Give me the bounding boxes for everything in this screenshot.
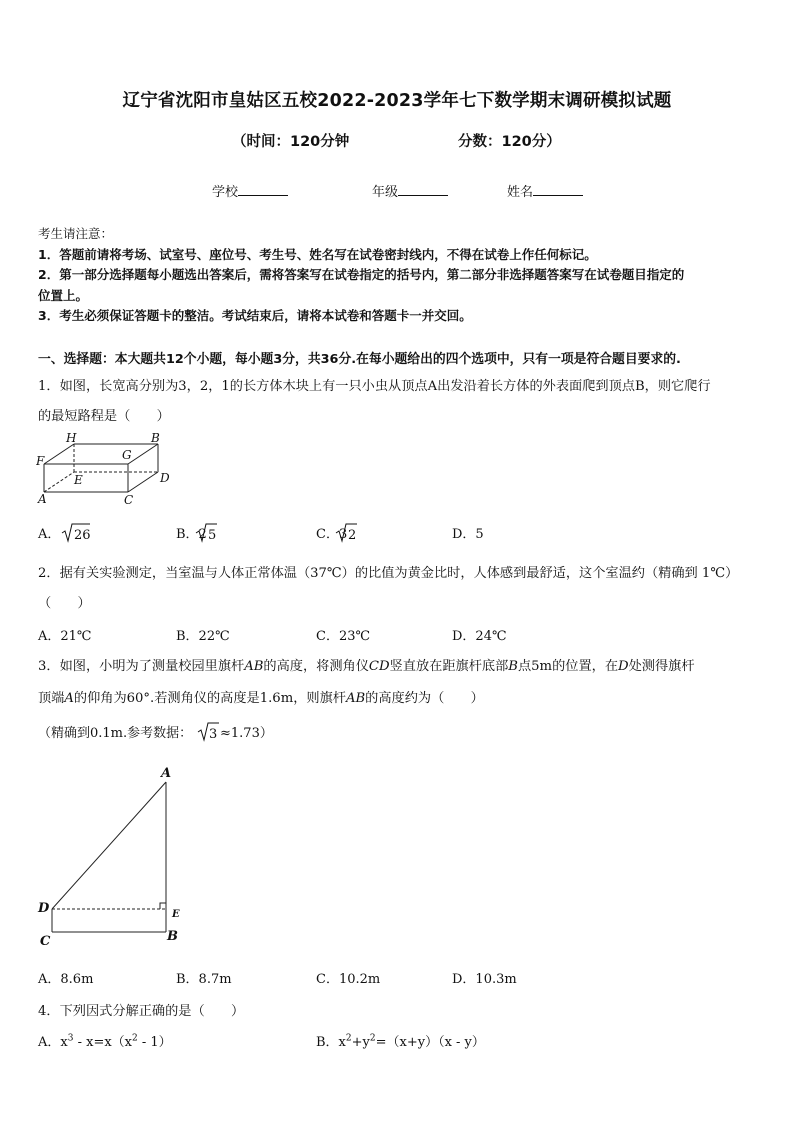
svg-text:3: 3: [209, 727, 218, 742]
notice-heading: 考生请注意：: [38, 226, 114, 241]
q1-options: [36, 520, 556, 546]
label-C: C: [124, 493, 134, 507]
q1-option-a: A．: [38, 527, 61, 542]
q3-option-a: A．8.6m: [38, 972, 94, 987]
q4-option-b: B．$x^2+y^2=(x+y)(x - y)$: [316, 1033, 485, 1050]
q3-option-b: B．8.7m: [176, 972, 232, 987]
grade-field: 年级: [372, 181, 448, 200]
svg-text:（精确到0.1m.参考数据：: （精确到0.1m.参考数据：: [38, 726, 193, 741]
q2-option-d: D．24℃: [452, 629, 507, 644]
exam-score: 分数：120分）: [458, 134, 561, 150]
label-A: A: [161, 766, 172, 781]
svg-text:≈1.73）: ≈1.73）: [220, 726, 273, 741]
q3-option-c: C．10.2m: [316, 972, 381, 987]
cuboid-figure: [36, 430, 176, 510]
label-D: D: [38, 901, 50, 916]
page-title: 辽宁省沈阳市皇姑区五校2022-2023学年七下数学期末调研模拟试题: [122, 91, 672, 111]
q1-option-d: D．5: [452, 527, 484, 542]
q1-stem-2: 的最短路程是（ ）: [38, 409, 170, 424]
q3-stem: 3．如图，小明为了测量校园里旗杆AB的高度，将测角仪CD竖直放在距旗杆底部B点5m的位置，在D处测得旗杆: [38, 659, 695, 674]
notice-item: 3．考生必须保证答题卡的整洁。考试结束后，请将本试卷和答题卡一并交回。: [38, 308, 472, 323]
q2-option-a: A．21℃: [38, 629, 92, 644]
notice-item: 2．第一部分选择题每小题选出答案后，需将答案写在试卷指定的括号内，第二部分非选择题答案写在试卷题目指定的: [38, 267, 685, 282]
label-E: E: [74, 473, 83, 487]
q1-a-radicand: 26: [74, 528, 91, 543]
q3-option-d: D．10.3m: [452, 972, 517, 987]
school-field: 学校: [212, 181, 288, 200]
label-F: F: [36, 454, 45, 468]
label-C: C: [40, 934, 51, 949]
label-B: B: [167, 929, 178, 944]
label-B: B: [151, 431, 160, 445]
q3-note: [36, 720, 356, 748]
q2-option-c: C．23℃: [316, 629, 371, 644]
q1-option-c: C．3: [316, 527, 348, 542]
section-heading: 一、选择题：本大题共12个小题，每小题3分，共36分.在每小题给出的四个选项中，只有一项是符合题目要求的.: [38, 352, 681, 367]
exam-time: （时间：120分钟: [232, 134, 350, 150]
q4-stem: 4．下列因式分解正确的是（ ）: [38, 1004, 245, 1019]
q2-stem: 2．据有关实验测定，当室温与人体正常体温（37℃）的比值为黄金比时，人体感到最舒适，这个室温约（精确到 1℃）: [38, 566, 739, 581]
label-H: H: [66, 431, 77, 445]
notice-item: 位置上。: [38, 288, 89, 303]
label-D: D: [160, 471, 170, 485]
label-A: A: [38, 492, 47, 506]
label-G: G: [122, 448, 132, 462]
q3-stem-2: 顶端A的仰角为60°.若测角仪的高度是1.6m，则旗杆AB的高度约为（ ）: [38, 691, 484, 706]
label-E: E: [172, 909, 180, 920]
q4-option-a: A．$x^3 - x=x(x^2 - 1)$: [38, 1033, 172, 1050]
q1-stem: 1．如图，长宽高分别为3，2，1的长方体木块上有一只小虫从顶点A出发沿着长方体的外表面爬到顶点B，则它爬行: [38, 379, 711, 394]
q2-option-b: B．22℃: [176, 629, 230, 644]
q2-stem-2: （ ）: [38, 596, 91, 611]
flagpole-figure: [34, 762, 194, 950]
name-field: 姓名: [507, 181, 583, 200]
q1-c-radicand: 2: [348, 528, 357, 543]
notice-item: 1．答题前请将考场、试室号、座位号、考生号、姓名写在试卷密封线内，不得在试卷上作任何标记。: [38, 247, 597, 262]
q1-option-b: B．2: [176, 527, 207, 542]
q1-b-radicand: 5: [208, 528, 217, 543]
